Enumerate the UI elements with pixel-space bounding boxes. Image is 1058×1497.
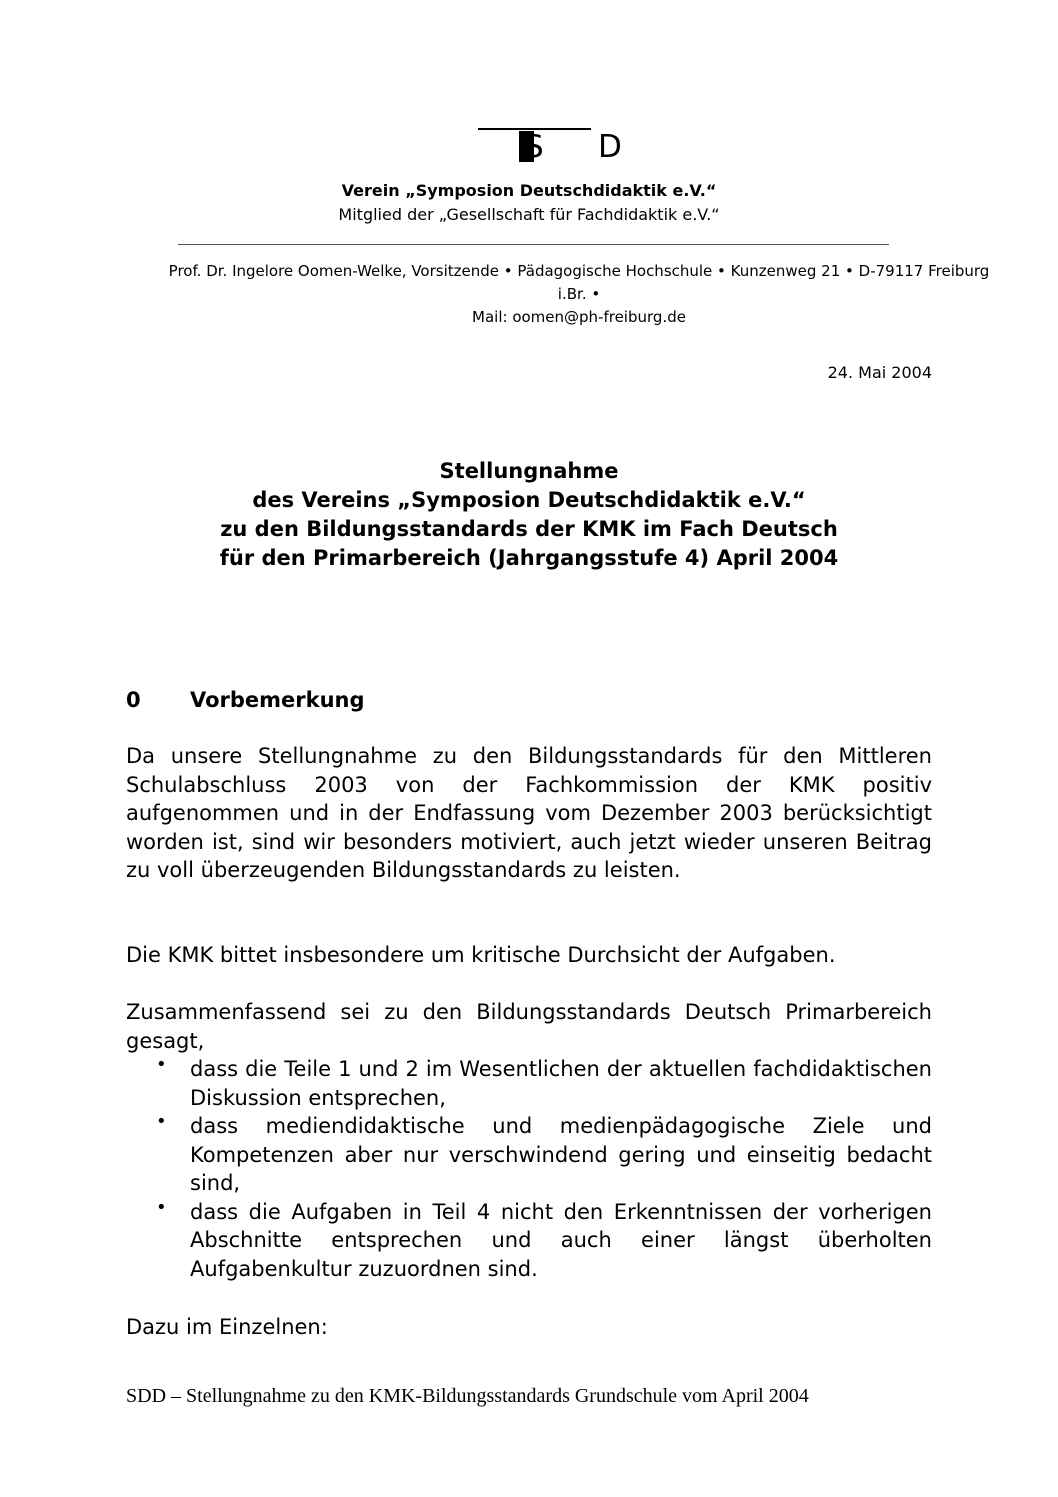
bullet-text: dass die Aufgaben in Teil 4 nicht den Erkenntnissen der vorherigen Abschnitte entsprechen und auch einer längst überholten Aufgabenkultur zuzuordnen sind.: [190, 1199, 932, 1281]
paragraph-kmk-request: Die KMK bittet insbesondere um kritische Durchsicht der Aufgaben.: [126, 943, 836, 967]
title-line-4: für den Primarbereich (Jahrgangsstufe 4) April 2004: [219, 546, 839, 570]
bullet-text: dass mediendidaktische und medienpädagogische Ziele und Kompetenzen aber nur verschwindend gering und einseitig bedacht sind,: [190, 1114, 932, 1195]
bullet-icon: •: [156, 1196, 167, 1218]
sender-address: [130, 260, 1028, 329]
section-heading: [126, 686, 365, 714]
document-title: [100, 457, 958, 573]
bullet-icon: •: [156, 1111, 167, 1132]
title-line-1: Stellungnahme: [439, 459, 619, 483]
list-item: [126, 1198, 932, 1284]
paragraph-summary: [126, 998, 932, 1055]
address-line-2: i.Br. •: [557, 285, 601, 303]
logo-letter-d: D: [598, 129, 622, 165]
list-item: [126, 1055, 932, 1112]
bullet-icon: •: [156, 1054, 167, 1075]
list-item: [126, 1112, 932, 1198]
org-membership: Mitglied der „Gesellschaft für Fachdidaktik e.V.“: [338, 205, 720, 224]
org-name: Verein „Symposion Deutschdidaktik e.V.“: [341, 181, 717, 200]
address-line-1: Prof. Dr. Ingelore Oomen-Welke, Vorsitzende • Pädagogische Hochschule • Kunzenweg 21 • D-79117 Freiburg: [168, 262, 990, 280]
summary-text: Zusammenfassend sei zu den Bildungsstandards Deutsch Primarbereich gesagt,: [126, 1000, 932, 1053]
summary-bullet-list: [126, 1055, 932, 1283]
section-title: Vorbemerkung: [190, 688, 365, 712]
paragraph-intro: Da unsere Stellungnahme zu den Bildungsstandards für den Mittleren Schulabschluss 2003 von der Fachkommission der KMK positiv aufgenommen und in der Endfassung vom Dezember 2003 berücksichtigt worden ist, sind wir besonders motiviert, auch jetzt wieder unseren Beitrag zu voll überzeugenden Bildungsstandards zu leisten.: [126, 744, 932, 882]
letterhead-divider: [178, 244, 889, 245]
sdd-logo: [478, 128, 638, 168]
section-number: 0: [126, 688, 141, 712]
paragraph-details-intro: Dazu im Einzelnen:: [126, 1315, 328, 1339]
title-line-3: zu den Bildungsstandards der KMK im Fach Deutsch: [220, 517, 838, 541]
logo-letter-s: S: [524, 129, 544, 165]
letter-date: 24. Mai 2004: [827, 363, 932, 382]
title-line-2: des Vereins „Symposion Deutschdidaktik e.V.“: [252, 488, 806, 512]
page-footer: SDD – Stellungnahme zu den KMK-Bildungsstandards Grundschule vom April 2004: [126, 1385, 809, 1407]
bullet-text: dass die Teile 1 und 2 im Wesentlichen der aktuellen fachdidaktischen Diskussion entsprechen,: [190, 1057, 932, 1110]
address-line-3: Mail: oomen@ph-freiburg.de: [472, 308, 686, 326]
